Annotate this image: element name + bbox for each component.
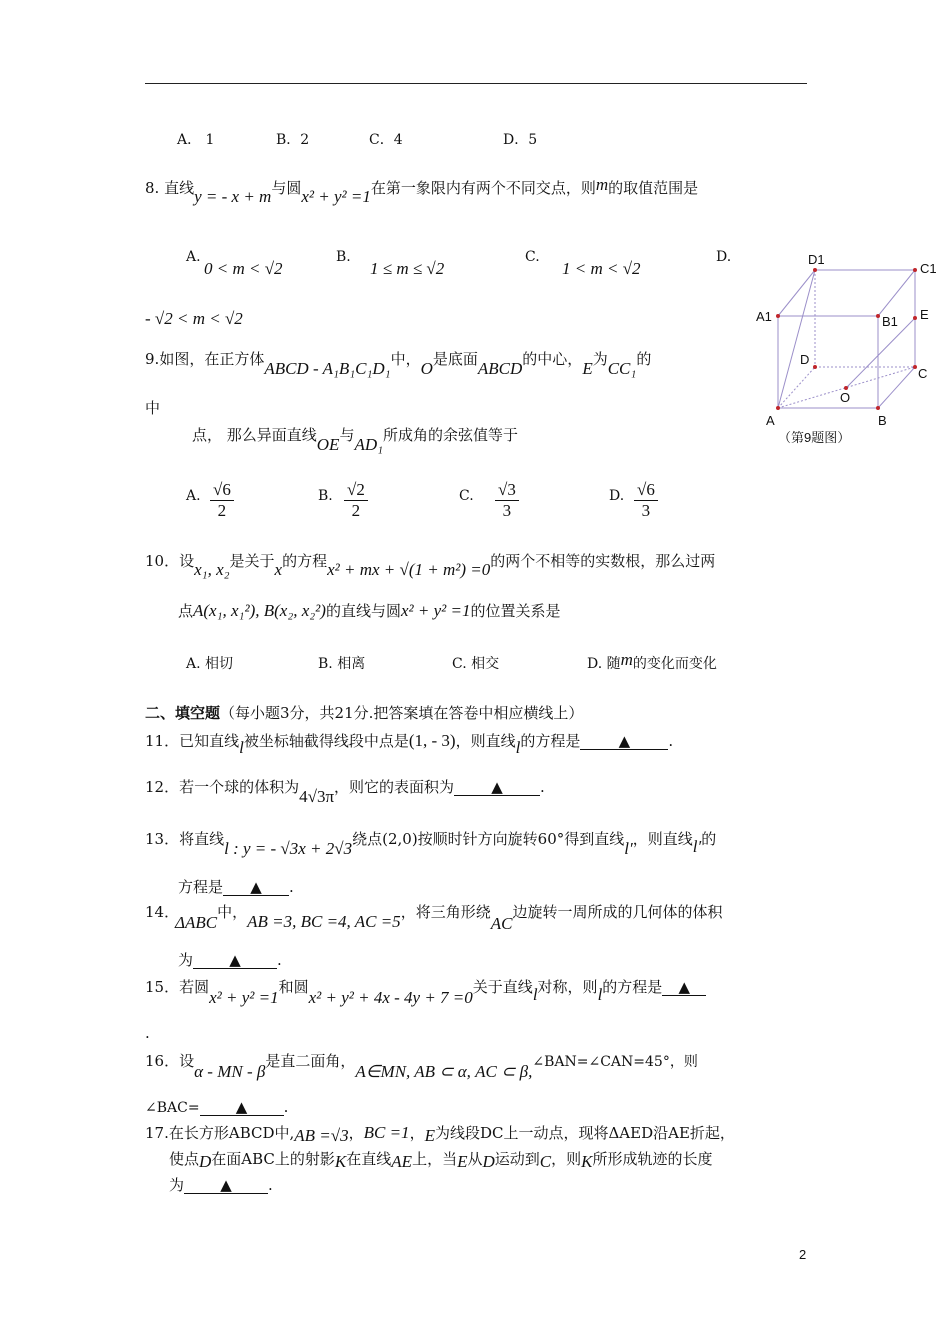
- q9-option-c-label[interactable]: C.: [459, 488, 474, 504]
- q8-circle-expr: x² + y² =1: [301, 187, 371, 206]
- q9-edge-expr: CC₁: [607, 359, 637, 378]
- q16-dihedral-expr: α - MN - β: [194, 1062, 266, 1081]
- question-10-stem-2: [178, 600, 560, 621]
- q10-text: D. 随: [587, 656, 621, 672]
- q9-line-oe: OE: [316, 435, 340, 454]
- cube-label-b: B: [878, 413, 887, 428]
- q17-text: 为线段DC上一动点，现将ΔAED沿AE折起，: [434, 1124, 735, 1142]
- q14-text: .: [277, 951, 282, 969]
- q9-text: 如图，在正方体: [159, 350, 265, 368]
- q11-var-l: l: [515, 738, 521, 757]
- q15-text: 和圆: [278, 978, 309, 996]
- q17-text: 运动到: [494, 1150, 540, 1168]
- triangle-icon: ▲: [220, 1176, 232, 1194]
- q8-option-d[interactable]: - √2 < m < √2: [145, 309, 243, 328]
- q7-option-b[interactable]: B．2: [276, 132, 310, 148]
- question-17-line-3: [169, 1174, 273, 1195]
- q17-text: ，: [409, 1124, 425, 1142]
- q10-option-b[interactable]: B. 相离: [318, 656, 366, 672]
- q8-text: 与圆: [271, 179, 302, 197]
- q10-var-x: x: [274, 560, 283, 579]
- q17-var-d: D: [482, 1152, 495, 1171]
- section-note: （每小题3分，共21分.把答案填在答卷中相应横线上）: [220, 704, 584, 722]
- q9-var-e: E: [582, 359, 593, 378]
- q17-text: .: [268, 1176, 273, 1194]
- question-13-line-2: [178, 876, 294, 897]
- question-number: 8.: [145, 179, 160, 197]
- page-number: 2: [799, 1247, 807, 1262]
- q16-text: .: [283, 1098, 289, 1116]
- triangle-icon: ▲: [235, 1098, 248, 1116]
- q9-cube-expr: ABCD - A₁B₁C₁D₁: [264, 359, 391, 378]
- q17-var-c: C: [539, 1152, 552, 1171]
- q10-text: 的两个不相等的实数根，那么过两: [490, 552, 716, 570]
- question-17: [145, 1122, 735, 1143]
- q8-option-c[interactable]: 1 < m < √2: [562, 259, 641, 278]
- cube-label-c1: C1: [920, 261, 937, 276]
- question-14-stem: [175, 901, 723, 933]
- q14-text: 为: [178, 951, 194, 969]
- question-15: [145, 976, 706, 1007]
- q10-text: 设: [179, 552, 195, 570]
- q17-var-d: D: [199, 1152, 212, 1171]
- question-number: 16．: [145, 1052, 180, 1070]
- q15-text: 若圆: [179, 978, 210, 996]
- q10-option-a[interactable]: A. 相切: [186, 656, 234, 672]
- q9-text: 的中心，: [522, 350, 583, 368]
- q17-text: 上，当: [412, 1150, 458, 1168]
- q17-var-e: E: [424, 1126, 435, 1145]
- q13-text: 将直线: [179, 830, 225, 848]
- fraction-numerator: √6: [634, 480, 658, 501]
- question-10-stem: [145, 550, 716, 579]
- q14-sides-expr: AB =3, BC =4, AC =5: [247, 912, 401, 931]
- q15-circle2-expr: x² + y² + 4x - 4y + 7 =0: [308, 988, 473, 1007]
- question-16-line-2: [145, 1098, 288, 1116]
- triangle-icon: ▲: [618, 732, 631, 750]
- q9-text: 点， 那么异面直线: [192, 426, 317, 444]
- q15-var-l: l: [532, 985, 538, 1004]
- q8-option-b[interactable]: 1 ≤ m ≤ √2: [370, 259, 445, 278]
- q17-text: 为: [169, 1176, 185, 1194]
- q12-text: .: [540, 778, 545, 796]
- q16-text: 是直二面角，: [265, 1052, 356, 1070]
- q17-text: 17.在长方形ABCD中,: [145, 1124, 295, 1142]
- question-number: 13．: [145, 830, 180, 848]
- fraction-numerator: √2: [344, 480, 368, 501]
- cube-label-d1: D1: [808, 252, 825, 267]
- q17-text: 所形成轨迹的长度: [592, 1150, 713, 1168]
- q8-option-a-label[interactable]: A.: [186, 249, 201, 265]
- q9-text: 与: [339, 426, 355, 444]
- question-number: 12．: [145, 778, 180, 796]
- q13-text: 方程是: [178, 878, 224, 896]
- q8-option-d-label[interactable]: D.: [716, 249, 732, 265]
- triangle-icon: ▲: [229, 951, 241, 969]
- question-14: [145, 901, 179, 922]
- q8-text: 直线: [164, 179, 195, 197]
- q14-text: ，将三角形绕: [400, 903, 491, 921]
- q8-option-b-label[interactable]: B.: [336, 249, 351, 265]
- question-13: [145, 828, 717, 858]
- q17-text: 从: [467, 1150, 483, 1168]
- q17-var-k: K: [581, 1152, 593, 1171]
- q8-line-expr: y = - x + m: [194, 187, 272, 206]
- q15-var-l: l: [597, 985, 603, 1004]
- question-number: 11．: [145, 732, 180, 750]
- q13-text: .: [289, 878, 294, 896]
- q9-base-expr: ABCD: [477, 359, 523, 378]
- cube-label-a1: A1: [756, 309, 772, 324]
- fraction-denominator: 2: [351, 501, 361, 520]
- cube-label-a: A: [766, 413, 775, 428]
- q17-ae-expr: AE: [391, 1152, 413, 1171]
- q10-text: 是关于: [229, 552, 275, 570]
- q14-text: 中，: [217, 903, 248, 921]
- q12-text: 若一个球的体积为: [179, 778, 300, 796]
- q8-option-c-label[interactable]: C.: [525, 249, 540, 265]
- q10-option-c[interactable]: C. 相交: [452, 656, 500, 672]
- q8-text: 在第一象限内有两个不同交点，则: [370, 179, 596, 197]
- q14-triangle-expr: ΔABC: [175, 913, 218, 932]
- q7-option-c[interactable]: C．4: [369, 132, 403, 148]
- answer-blank[interactable]: [580, 733, 668, 750]
- question-number: 14．: [145, 903, 180, 921]
- q9-text: 是底面: [432, 350, 478, 368]
- q9-var-o: O: [420, 359, 433, 378]
- triangle-icon: ▲: [491, 778, 503, 796]
- q9-text: 所成角的余弦值等于: [383, 426, 519, 444]
- q10-roots-expr: x₁, x₂: [194, 560, 230, 579]
- q10-var-m: m: [620, 650, 633, 669]
- q16-text: ∠BAN=∠CAN=45°，则: [532, 1054, 698, 1070]
- q14-axis-expr: AC: [490, 914, 513, 933]
- q15-text: 的方程是: [602, 978, 663, 996]
- triangle-icon: ▲: [250, 878, 262, 896]
- q11-text: 被坐标轴截得线段中点是: [243, 732, 409, 750]
- q9-line-ad1: AD₁: [354, 435, 384, 454]
- question-12: [145, 776, 545, 806]
- q9-text: 的: [636, 350, 652, 368]
- q10-circle-expr: x² + y² =1: [400, 601, 471, 620]
- q7-option-a[interactable]: A． 1: [177, 132, 215, 148]
- q11-var-l: l: [239, 738, 244, 757]
- cube-label-e: E: [920, 307, 929, 322]
- q9-text: 中，: [390, 350, 421, 368]
- q17-text: 在面ABC上的射影: [211, 1150, 335, 1168]
- cube-figure: [748, 248, 944, 448]
- fraction-denominator: 3: [641, 501, 651, 520]
- fraction-denominator: 3: [502, 501, 512, 520]
- q10-text: 的直线与圆: [325, 602, 401, 620]
- q10-text: 点: [178, 602, 194, 620]
- answer-blank[interactable]: [193, 952, 277, 969]
- q16-text: 设: [179, 1052, 195, 1070]
- q9-text: 中: [145, 399, 161, 417]
- q10-text: 的位置关系是: [470, 602, 561, 620]
- question-8-stem: [145, 175, 699, 206]
- q9-option-c[interactable]: [495, 480, 519, 521]
- cube-label-c: C: [918, 366, 928, 381]
- q8-var-m: m: [595, 175, 609, 194]
- q17-text: 使点: [169, 1150, 200, 1168]
- q15-text: 关于直线: [472, 978, 533, 996]
- q17-text: 在直线: [346, 1150, 392, 1168]
- header-rule: [145, 83, 807, 84]
- q9-option-a-label[interactable]: A.: [186, 488, 201, 504]
- triangle-icon: ▲: [678, 978, 691, 996]
- q11-text: .: [668, 732, 674, 750]
- q10-option-d[interactable]: [587, 650, 717, 673]
- q9-option-d-label[interactable]: D.: [609, 488, 625, 504]
- q10-text: 的变化而变化: [632, 656, 717, 672]
- question-11: [145, 730, 674, 757]
- q17-var-k: K: [334, 1152, 347, 1171]
- q17-bc-expr: BC =1: [363, 1123, 410, 1142]
- q13-line-l-prime: l′: [624, 839, 633, 858]
- q13-line-l-prime: l′: [692, 837, 702, 856]
- q17-ab-expr: AB =√3: [294, 1126, 349, 1145]
- q11-midpoint-expr: (1, - 3): [408, 731, 456, 750]
- q11-text: ，则直线: [455, 732, 516, 750]
- q9-option-d[interactable]: [634, 480, 658, 521]
- q10-equation-expr: x² + mx + √(1 + m²) =0: [327, 560, 491, 579]
- question-number: 10．: [145, 552, 180, 570]
- q12-volume-expr: 4√3π: [299, 787, 335, 806]
- cube-label-d: D: [800, 352, 810, 367]
- fraction-numerator: √6: [210, 480, 234, 501]
- section-heading: [145, 702, 583, 723]
- section-title: 二、填空题: [145, 704, 221, 722]
- q9-option-b[interactable]: [344, 480, 368, 521]
- cube-label-b1: B1: [882, 314, 898, 329]
- q8-option-a[interactable]: 0 < m < √2: [204, 259, 283, 278]
- q9-text: 为: [592, 350, 608, 368]
- q13-text: ，则直线: [632, 830, 693, 848]
- q10-text: 的方程: [282, 552, 328, 570]
- answer-blank[interactable]: [662, 979, 706, 996]
- q8-text: 的取值范围是: [608, 179, 699, 197]
- q16-text: ∠BAC=: [145, 1100, 200, 1116]
- q17-var-e: E: [457, 1152, 468, 1171]
- cube-label-o: O: [840, 390, 851, 405]
- q13-text: 绕点(2,0)按顺时针方向旋转60°得到直线: [352, 830, 625, 848]
- fraction-denominator: 2: [217, 501, 227, 520]
- q17-text: ，则: [551, 1150, 582, 1168]
- q11-text: 的方程是: [520, 732, 581, 750]
- q13-line-expr: l : y = - √3x + 2√3: [224, 839, 353, 858]
- answer-blank[interactable]: [184, 1177, 268, 1194]
- question-9-stem: [145, 348, 652, 378]
- answer-blank[interactable]: [223, 879, 289, 896]
- q14-text: 边旋转一周所成的几何体的体积: [512, 903, 723, 921]
- fraction-numerator: √3: [495, 480, 519, 501]
- question-14-line-2: [178, 949, 282, 970]
- question-9-stem-2: [192, 424, 519, 454]
- q9-option-a[interactable]: [210, 480, 234, 521]
- figure-caption: （第9题图）: [778, 430, 851, 445]
- q15-text: .: [145, 1024, 150, 1042]
- q15-circle1-expr: x² + y² =1: [209, 988, 279, 1007]
- q15-text: 对称，则: [537, 978, 598, 996]
- answer-blank[interactable]: [454, 779, 540, 796]
- q7-option-d[interactable]: D．5: [503, 132, 538, 148]
- answer-blank[interactable]: [200, 1099, 284, 1116]
- question-number: 15．: [145, 978, 180, 996]
- q12-text: ，则它的表面积为: [334, 778, 455, 796]
- q17-text: ，: [348, 1124, 364, 1142]
- q13-text: 的: [701, 830, 717, 848]
- q10-points-expr: A(x₁, x₁²), B(x₂, x₂²): [193, 601, 326, 620]
- q9-option-b-label[interactable]: B.: [318, 488, 333, 504]
- question-17-line-2: [169, 1148, 713, 1169]
- question-number: 9.: [145, 350, 160, 368]
- q16-membership-expr: A∈MN, AB ⊂ α, AC ⊂ β,: [355, 1062, 533, 1081]
- question-16: [145, 1050, 698, 1081]
- q11-text: 已知直线: [179, 732, 240, 750]
